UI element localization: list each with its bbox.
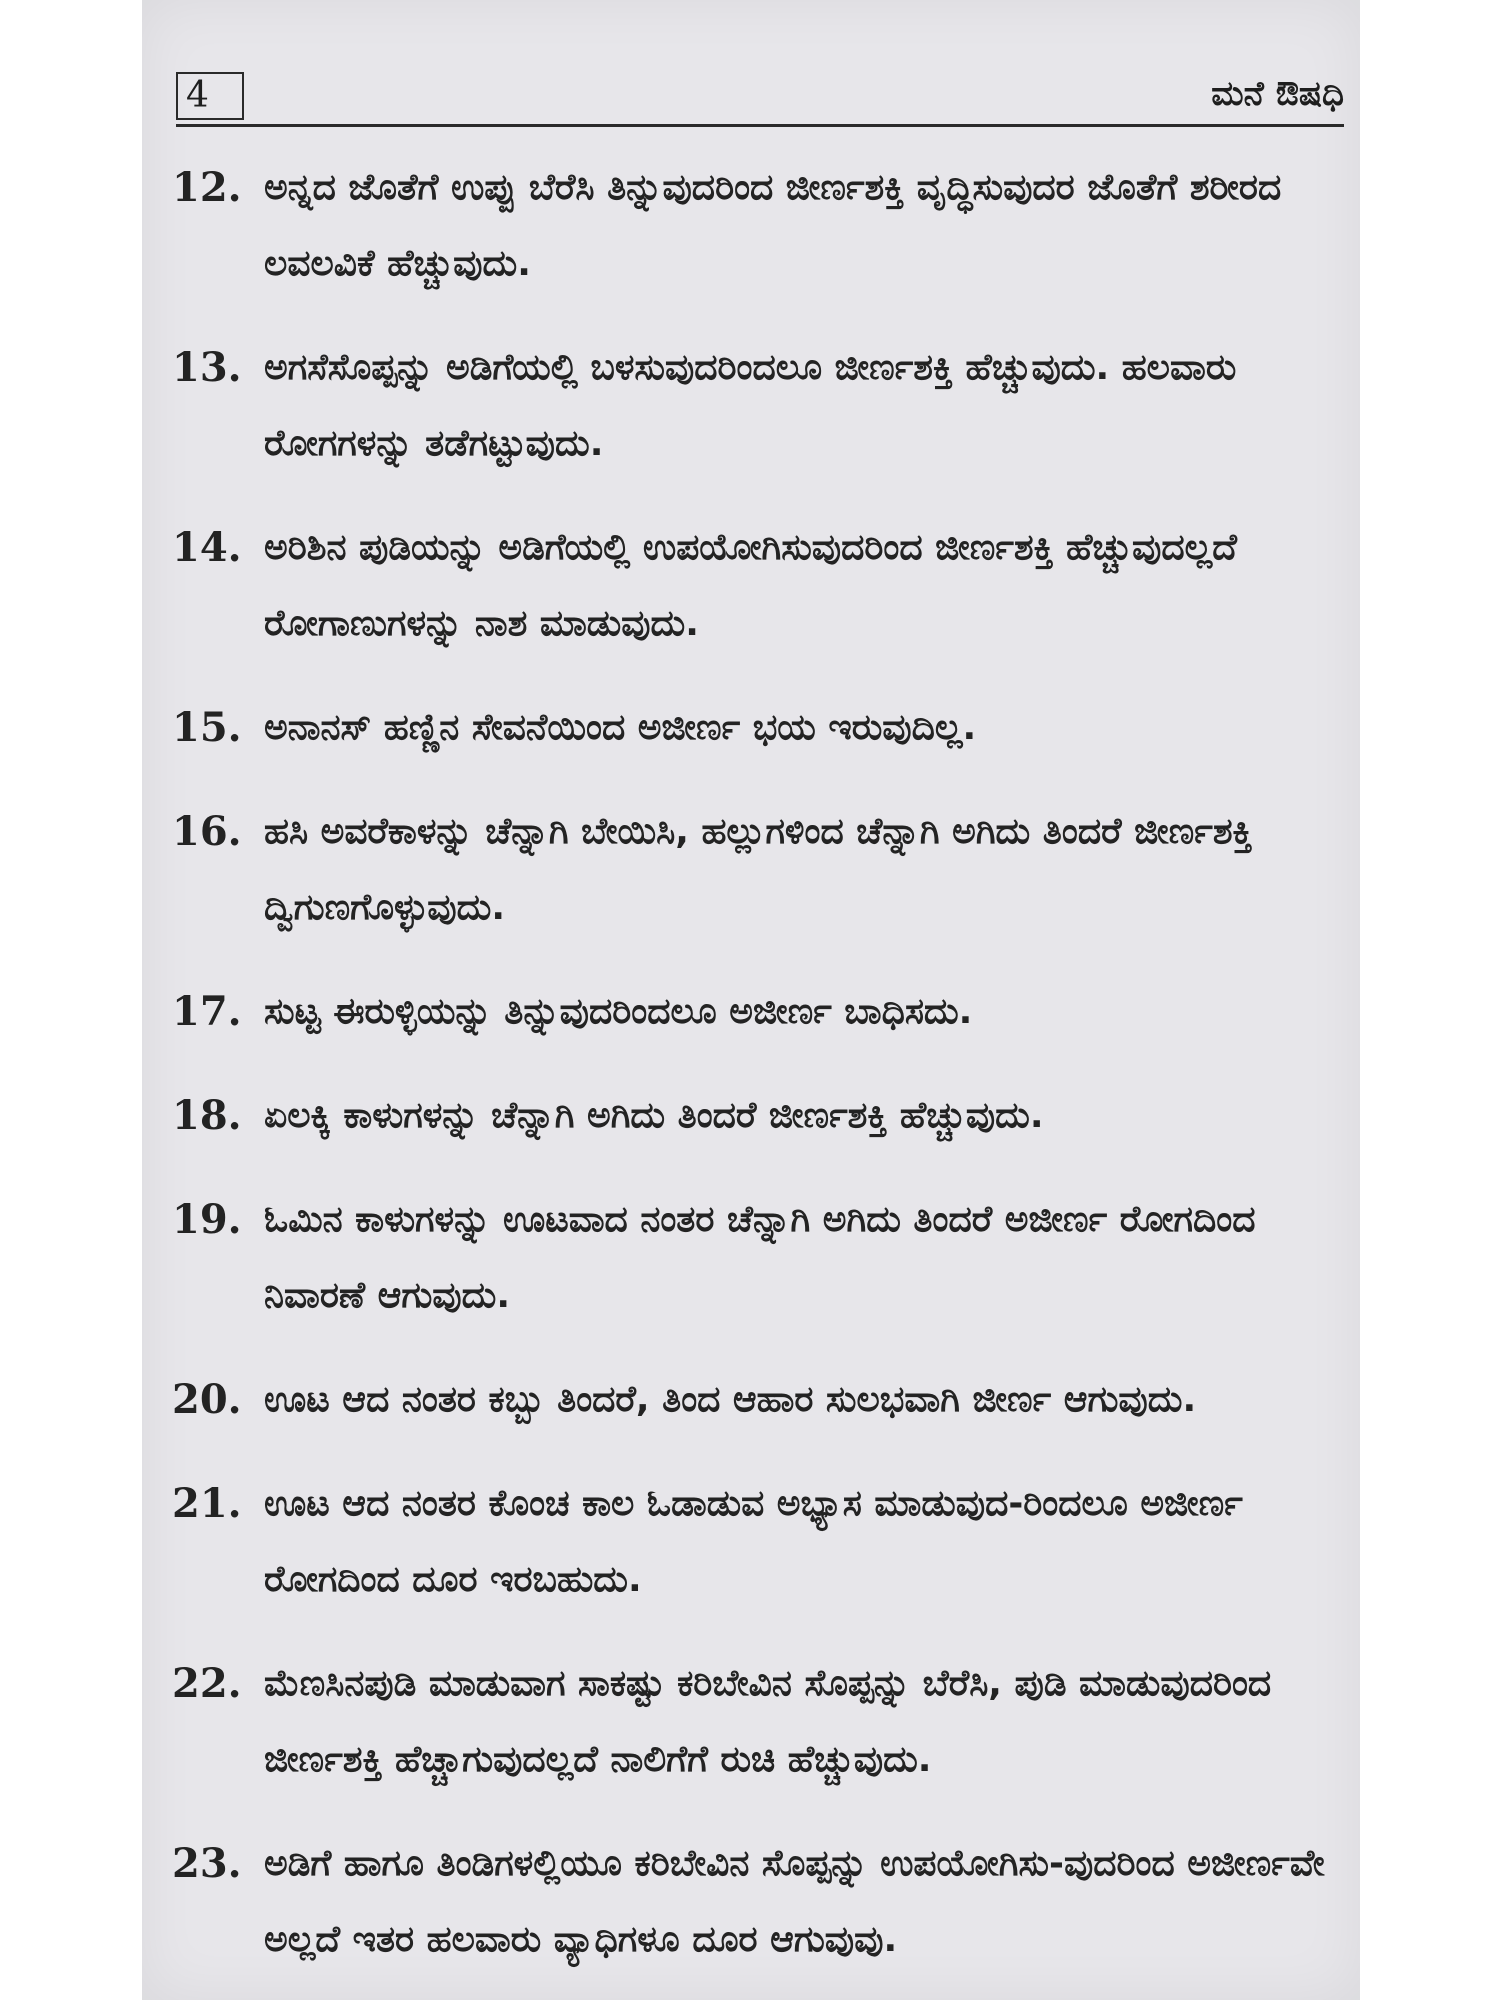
item-number: 17. <box>172 988 242 1035</box>
list-item <box>172 1362 1352 1438</box>
list-item <box>172 1646 1352 1798</box>
item-number: 22. <box>172 1660 242 1707</box>
item-text: ಅನಾನಸ್ ಹಣ್ಣಿನ ಸೇವನೆಯಿಂದ ಅಜೀರ್ಣ ಭಯ ಇರುವುದಿಲ್ಲ. <box>264 707 977 748</box>
list-item <box>172 794 1352 946</box>
item-text: ಸುಟ್ಟ ಈರುಳ್ಳಿಯನ್ನು ತಿನ್ನುವುದರಿಂದಲೂ ಅಜೀರ್ಣ ಬಾಧಿಸದು. <box>264 991 973 1032</box>
list-item <box>172 1466 1352 1618</box>
item-text: ಊಟ ಆದ ನಂತರ ಕಬ್ಬು ತಿಂದರೆ, ತಿಂದ ಆಹಾರ ಸುಲಭವಾಗಿ ಜೀರ್ಣ ಆಗುವುದು. <box>264 1379 1197 1420</box>
item-text: ಮೆಣಸಿನಪುಡಿ ಮಾಡುವಾಗ ಸಾಕಷ್ಟು ಕರಿಬೇವಿನ ಸೊಪ್ಪನ್ನು ಬೆರೆಸಿ, ಪುಡಿ ಮಾಡುವುದರಿಂದ ಜೀರ್ಣಶಕ್ತಿ ಹೆಚ್ಚಾಗುವುದಲ್ಲದೆ ನಾಲಿಗೆಗೆ ರುಚಿ ಹೆಚ್ಚುವುದು. <box>264 1663 1272 1780</box>
item-text: ಊಟ ಆದ ನಂತರ ಕೊಂಚ ಕಾಲ ಓಡಾಡುವ ಅಭ್ಯಾಸ ಮಾಡುವುದ-ರಿಂದಲೂ ಅಜೀರ್ಣ ರೋಗದಿಂದ ದೂರ ಇರಬಹುದು. <box>264 1483 1243 1600</box>
page-header <box>176 70 1344 127</box>
item-text: ಏಲಕ್ಕಿ ಕಾಳುಗಳನ್ನು ಚೆನ್ನಾಗಿ ಅಗಿದು ತಿಂದರೆ ಜೀರ್ಣಶಕ್ತಿ ಹೆಚ್ಚುವುದು. <box>264 1095 1044 1136</box>
item-number: 15. <box>172 704 242 751</box>
item-text: ಹಸಿ ಅವರೆಕಾಳನ್ನು ಚೆನ್ನಾಗಿ ಬೇಯಿಸಿ, ಹಲ್ಲುಗಳಿಂದ ಚೆನ್ನಾಗಿ ಅಗಿದು ತಿಂದರೆ ಜೀರ್ಣಶಕ್ತಿ ದ್ವಿಗುಣಗೊಳ್ಳುವುದು. <box>264 811 1253 928</box>
item-number: 18. <box>172 1092 242 1139</box>
list-item <box>172 974 1352 1050</box>
list-item <box>172 1826 1352 1978</box>
page-number: 4 <box>176 72 244 120</box>
list-item <box>172 510 1352 662</box>
running-title: ಮನೆ ಔಷಧಿ <box>1211 74 1344 114</box>
remedy-list <box>172 150 1352 2006</box>
item-number: 21. <box>172 1480 242 1527</box>
item-text: ಅನ್ನದ ಜೊತೆಗೆ ಉಪ್ಪು ಬೆರೆಸಿ ತಿನ್ನುವುದರಿಂದ ಜೀರ್ಣಶಕ್ತಿ ವೃದ್ಧಿಸುವುದರ ಜೊತೆಗೆ ಶರೀರದ ಲವಲವಿಕೆ ಹೆಚ್ಚುವುದು. <box>264 167 1282 284</box>
book-page <box>142 0 1360 2000</box>
item-number: 16. <box>172 808 242 855</box>
item-text: ಓಮಿನ ಕಾಳುಗಳನ್ನು ಊಟವಾದ ನಂತರ ಚೆನ್ನಾಗಿ ಅಗಿದು ತಿಂದರೆ ಅಜೀರ್ಣ ರೋಗದಿಂದ ನಿವಾರಣೆ ಆಗುವುದು. <box>264 1199 1256 1316</box>
list-item <box>172 330 1352 482</box>
item-number: 14. <box>172 524 242 571</box>
item-text: ಅಗಸೆಸೊಪ್ಪನ್ನು ಅಡಿಗೆಯಲ್ಲಿ ಬಳಸುವುದರಿಂದಲೂ ಜೀರ್ಣಶಕ್ತಿ ಹೆಚ್ಚುವುದು. ಹಲವಾರು ರೋಗಗಳನ್ನು ತಡೆಗಟ್ಟುವುದು. <box>264 347 1237 464</box>
item-number: 13. <box>172 344 242 391</box>
item-number: 19. <box>172 1196 242 1243</box>
list-item <box>172 1078 1352 1154</box>
item-number: 20. <box>172 1376 242 1423</box>
item-number: 23. <box>172 1840 242 1887</box>
item-number: 12. <box>172 164 242 211</box>
item-text: ಅರಿಶಿನ ಪುಡಿಯನ್ನು ಅಡಿಗೆಯಲ್ಲಿ ಉಪಯೋಗಿಸುವುದರಿಂದ ಜೀರ್ಣಶಕ್ತಿ ಹೆಚ್ಚುವುದಲ್ಲದೆ ರೋಗಾಣುಗಳನ್ನು ನಾಶ ಮಾಡುವುದು. <box>264 527 1237 644</box>
list-item <box>172 1182 1352 1334</box>
list-item <box>172 690 1352 766</box>
item-text: ಅಡಿಗೆ ಹಾಗೂ ತಿಂಡಿಗಳಲ್ಲಿಯೂ ಕರಿಬೇವಿನ ಸೊಪ್ಪನ್ನು ಉಪಯೋಗಿಸು-ವುದರಿಂದ ಅಜೀರ್ಣವೇ ಅಲ್ಲದೆ ಇತರ ಹಲವಾರು ವ್ಯಾಧಿಗಳೂ ದೂರ ಆಗುವುವು. <box>264 1843 1325 1960</box>
list-item <box>172 150 1352 302</box>
